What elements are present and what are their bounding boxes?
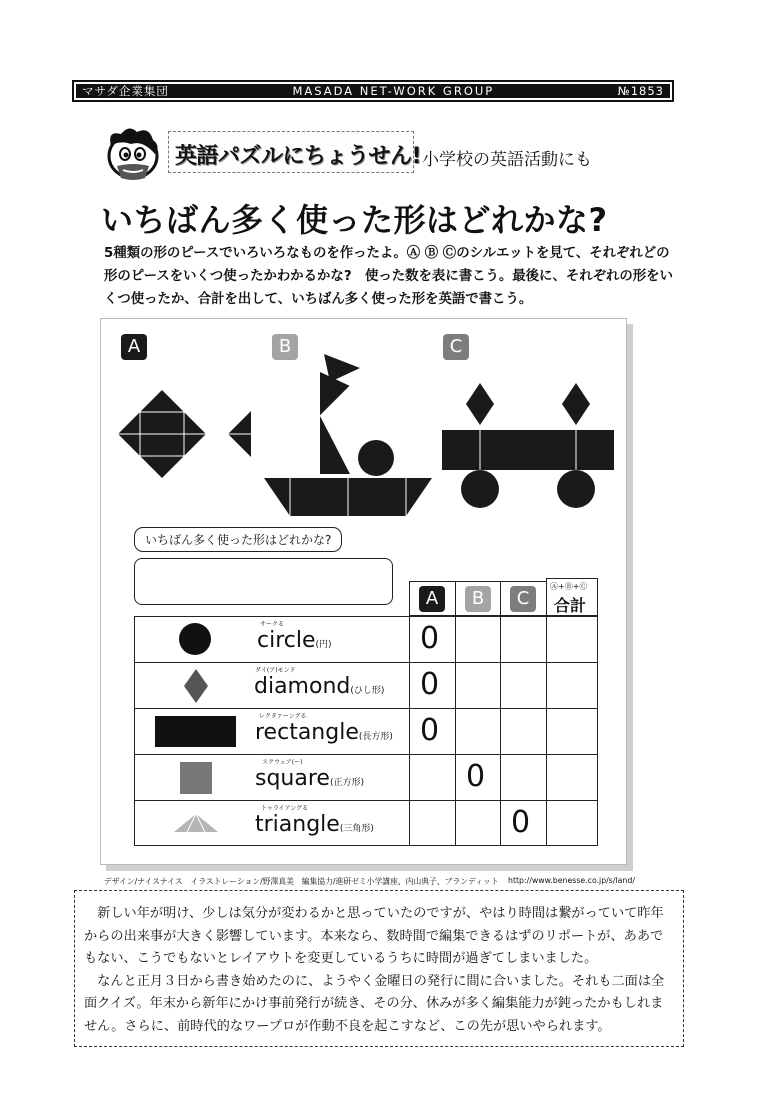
col-header-b — [455, 581, 501, 616]
note-line: せん。さらに、前時代的なワープロが作動不良を起こすなど、この先が思いやられます。 — [84, 1018, 611, 1034]
table-row-label — [134, 754, 410, 801]
source-url[interactable]: http://www.benesse.co.jp/s/land/ — [508, 876, 635, 885]
count-value: 0 — [420, 621, 440, 656]
editor-note-box — [74, 890, 684, 1047]
label-c: C — [443, 334, 469, 360]
count-cell-a[interactable] — [409, 754, 456, 801]
instruction-line: くつ使ったか、合計を出して、いちばん多く使った形を英語で書こう。 — [104, 292, 533, 307]
banner-title-box — [168, 131, 422, 173]
shape-word-en: triangle — [255, 812, 340, 837]
table-row-label — [134, 662, 410, 709]
count-cell-total[interactable] — [546, 662, 598, 709]
shape-word-jp: (ひし形) — [350, 686, 385, 696]
company-name: マサダ企業集団 — [82, 84, 169, 98]
count-cell-c[interactable] — [500, 708, 547, 755]
count-cell-c[interactable] — [500, 662, 547, 709]
col-label-a: A — [419, 586, 445, 612]
col-label-b: B — [465, 586, 491, 612]
count-cell-c[interactable] — [500, 754, 547, 801]
pronunciation: サークる — [260, 621, 285, 628]
shape-word — [255, 720, 393, 745]
shape-word-jp: (円) — [315, 640, 332, 650]
count-value: 0 — [420, 713, 440, 748]
answer-input-box[interactable] — [134, 558, 393, 605]
question-bubble: いちばん多く使った形はどれかな? — [134, 527, 342, 552]
count-cell-total[interactable] — [546, 754, 598, 801]
note-line: からの出来事が大きく影響しています。本来なら、数時間で編集できるはずのリポートが、ああで — [84, 928, 664, 944]
label-b: B — [272, 334, 298, 360]
banner-title: 英語パズルにちょうせん! — [175, 144, 422, 169]
count-cell-a[interactable] — [409, 616, 456, 663]
silhouette-c-car — [438, 380, 618, 510]
pronunciation: レクタァーングる — [259, 713, 307, 720]
count-value: 0 — [466, 759, 486, 794]
total-formula: Ⓐ+Ⓑ+Ⓒ — [550, 582, 588, 591]
shape-word-en: square — [255, 766, 330, 791]
mascot-illustration — [103, 124, 163, 186]
count-cell-b[interactable] — [455, 616, 501, 663]
triangle-shape-icon — [173, 813, 219, 833]
count-cell-total[interactable] — [546, 708, 598, 755]
note-line: なんと正月３日から書き始めたのに、ようやく金曜日の発行に間に合いました。それも二面は全 — [84, 973, 665, 989]
count-cell-a[interactable] — [409, 800, 456, 846]
masthead — [72, 80, 674, 102]
count-cell-b[interactable] — [455, 800, 501, 846]
note-line: もない、こうでもないとレイアウトを変更しているうちに時間が過ぎてしまいました。 — [84, 951, 598, 966]
table-row-label — [134, 800, 410, 846]
shape-word-en: circle — [257, 628, 316, 653]
issue-number: №1853 — [617, 84, 664, 98]
silhouette-a-fish — [110, 378, 260, 498]
credits: デザイン/ナイスナイス イラストレーション/野澤真美 編集協力/進研ゼミ小学講座、内山典子、ブランディット — [104, 877, 499, 886]
shape-word-jp: (長方形) — [358, 732, 393, 742]
pronunciation: スクウェア(ー) — [262, 759, 303, 766]
silhouette-b-boat — [258, 350, 438, 520]
count-cell-c[interactable] — [500, 800, 547, 846]
count-cell-total[interactable] — [546, 800, 598, 846]
instruction-line: 5種類の形のピースでいろいろなものを作ったよ。Ⓐ Ⓑ Ⓒのシルエットを見て、それぞれどの — [104, 246, 670, 261]
table-row-label — [134, 708, 410, 755]
table-row-label — [134, 616, 410, 663]
square-shape-icon — [180, 762, 212, 794]
banner-subtitle: 小学校の英語活動にも — [422, 150, 592, 170]
shape-word-jp: (正方形) — [329, 778, 364, 788]
pronunciation: トゥライアングる — [261, 805, 309, 812]
col-header-c — [500, 581, 547, 616]
note-line: 新しい年が明け、少しは気分が変わるかと思っていたのですが、やはり時間は繋がっていて昨年 — [84, 906, 664, 921]
count-value: 0 — [511, 805, 531, 840]
shape-word — [255, 812, 374, 837]
circle-shape-icon — [179, 623, 211, 655]
count-cell-b[interactable] — [455, 662, 501, 709]
editor-note — [84, 903, 676, 1038]
pronunciation: ダイ(ア)モンド — [255, 667, 296, 674]
count-cell-b[interactable] — [455, 754, 501, 801]
shape-word-en: diamond — [254, 674, 351, 699]
shape-word — [257, 628, 332, 653]
col-header-a — [409, 581, 456, 616]
shape-word-en: rectangle — [255, 720, 359, 745]
count-value: 0 — [420, 667, 440, 702]
instruction-line: 形のピースをいくつ使ったかわかるかな? 使った数を表に書こう。最後に、それぞれの形をい — [104, 269, 673, 284]
quiz-headline: いちばん多く使った形はどれかな? — [101, 201, 608, 239]
instructions — [104, 242, 673, 311]
label-a: A — [121, 334, 147, 360]
shape-word — [254, 674, 384, 699]
shape-word-jp: (三角形) — [339, 824, 374, 834]
count-cell-b[interactable] — [455, 708, 501, 755]
group-name: MASADA NET-WORK GROUP — [292, 84, 495, 98]
diamond-shape-icon — [183, 668, 209, 704]
total-header: 合計 — [554, 596, 587, 615]
shape-word — [255, 766, 364, 791]
note-line: 面クイズ。年末から新年にかけ事前発行が続き、その分、休みが多く編集能力が鈍ったかもしれま — [84, 996, 664, 1011]
count-cell-c[interactable] — [500, 616, 547, 663]
count-cell-a[interactable] — [409, 708, 456, 755]
col-label-c: C — [510, 586, 536, 612]
count-cell-total[interactable] — [546, 616, 598, 663]
count-table — [134, 616, 598, 846]
count-cell-a[interactable] — [409, 662, 456, 709]
col-header-total — [546, 578, 598, 616]
rectangle-shape-icon — [155, 716, 236, 747]
